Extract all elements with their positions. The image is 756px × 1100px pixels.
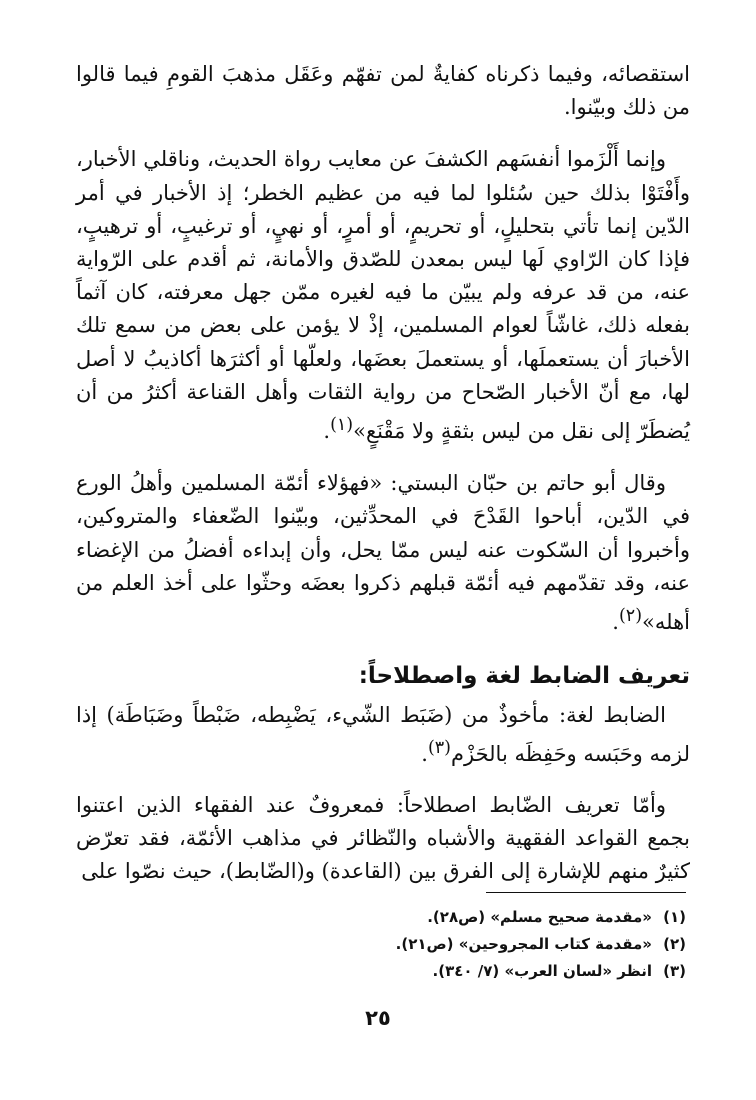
- paragraph: [76, 143, 690, 448]
- footnote-ref: (٣): [427, 738, 451, 759]
- paragraph-text: الضابط لغة: مأخوذٌ من (ضَبَط الشّيء، يَضْبِطه، ضَبْطاً وضَبَاطَة) إذا لزمه وحَبَسه وحَفِظَه بالحَزْم: [76, 703, 690, 767]
- paragraph: [76, 789, 690, 889]
- footnote-item: [72, 958, 686, 985]
- page-body: [76, 58, 690, 907]
- footnote-text: «مقدمة كتاب المجروحين» (ص٢١).: [395, 935, 652, 953]
- footnote-number: (١): [663, 908, 686, 926]
- footnote-item: [72, 904, 686, 931]
- paragraph-text: وإنما أَلْزَموا أنفسَهم الكشفَ عن معايب رواة الحديث، وناقلي الأخبار، وأَفْتَوْا بذلك حين سُئلوا لما فيه من عظيم الخطر؛ إذ الأخبار في أمر الدّين إنما تأتي بتحليلٍ، أو تحريمٍ، أو أمرٍ، أو نهيٍ، أو ترغيبٍ، أو ترهيبٍ، فإذا كان الرّاوي لَها ليس بمعدن للصّدق والأمانة، ثم أقدم على الرّواية عنه، من قد عرفه ولم يبيّن ما فيه لغيره ممّن جهل معرفته، كان آثماً بفعله ذلك، غاشّاً لعوام المسلمين، إذْ لا يؤمن على بعض من سمع تلك الأخبارَ أن يستعملَها، أو يستعملَ بعضَها، ولعلّها أو أكثرَها أكاذيبُ لا أصل لها، مع أنّ الأخبار الصّحاح من رواية الثقات وأهل القناعة أكثرُ من أن يُضطَرّ إلى نقل من ليس بثقةٍ ولا مَقْنَعٍ»: [76, 147, 691, 444]
- paragraph-end: .: [323, 419, 331, 444]
- footnote-item: [72, 931, 686, 958]
- paragraph-text: استقصائه، وفيما ذكرناه كفايةٌ لمن تفهّم وعَقَل مذهبَ القومِ فيما قالوا من ذلك وبيّنوا.: [76, 62, 690, 120]
- footnote-text: انظر «لسان العرب» (٧/ ٣٤٠).: [432, 962, 652, 980]
- footnote-ref: (١): [330, 415, 354, 436]
- paragraph: [76, 467, 690, 639]
- footnote-divider: [486, 892, 686, 893]
- paragraph: [76, 699, 690, 771]
- footnote-number: (٣): [663, 962, 686, 980]
- page-number: ٢٥: [365, 1006, 391, 1030]
- paragraph-text: وأمّا تعريف الضّابط اصطلاحاً: فمعروفٌ عند الفقهاء الذين اعتنوا بجمع القواعد الفقهية والأشباه والنّظائر في مذاهب الأئمّة، فقد تعرّض كثيرٌ منهم للإشارة إلى الفرق بين (القاعدة) و(الضّابط)، حيث نصّوا على: [76, 792, 690, 884]
- footnote-text: «مقدمة صحيح مسلم» (ص٢٨).: [427, 908, 652, 926]
- footnotes: [72, 904, 686, 985]
- paragraph-end: .: [421, 742, 428, 767]
- paragraph-text: وقال أبو حاتم بن حبّان البستي: «فهؤلاء أئمّة المسلمين وأهلُ الورع في الدّين، أباحوا القَدْحَ في المحدِّثين، وبيّنوا الضّعفاء والمتروكين، وأخبروا أن السّكوت عنه ليس ممّا يحل، وأن إبداءه أفضلُ من الإغضاء عنه، وقد تقدّمهم فيه أئمّة قبلهم ذكروا بعضَه وحثّوا على أخذ العلم من أهله»: [76, 471, 690, 635]
- footnote-ref: (٢): [618, 606, 643, 627]
- footnote-number: (٢): [663, 935, 686, 953]
- section-heading: تعريف الضابط لغة واصطلاحاً:: [358, 663, 690, 690]
- paragraph: [76, 58, 690, 124]
- paragraph-end: .: [612, 610, 619, 635]
